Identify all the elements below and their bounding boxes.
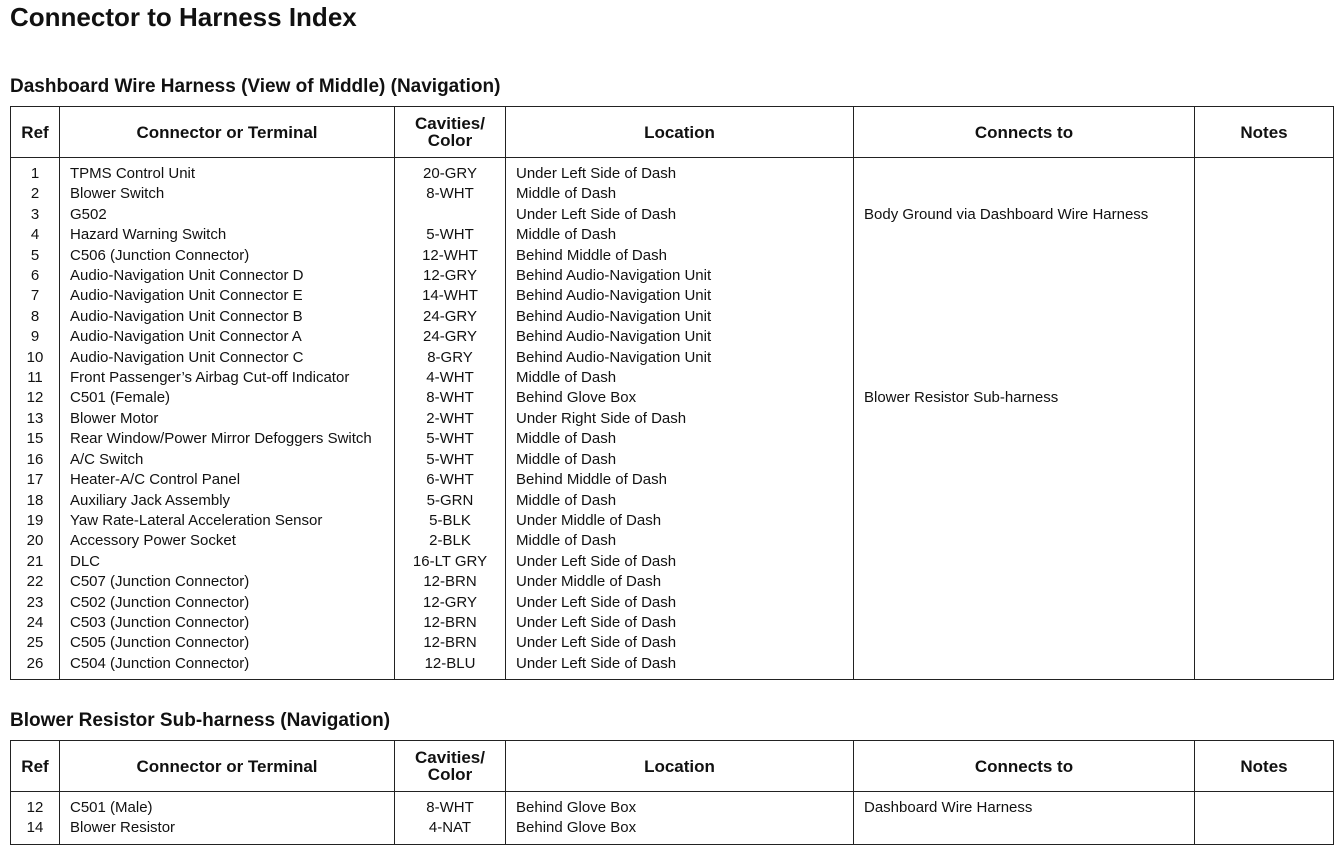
table-row bbox=[11, 388, 1334, 408]
cell-notes bbox=[1195, 593, 1334, 613]
cell-notes bbox=[1195, 511, 1334, 531]
table-header-row bbox=[11, 741, 1334, 792]
cell-location: Under Left Side of Dash bbox=[506, 205, 854, 225]
table-row bbox=[11, 470, 1334, 490]
header-cavities-line2: Color bbox=[427, 131, 473, 150]
cell-cavities: 5-WHT bbox=[395, 225, 506, 245]
cell-cavities: 14-WHT bbox=[395, 286, 506, 306]
cell-connector: Yaw Rate-Lateral Acceleration Sensor bbox=[60, 511, 395, 531]
cell-connector: DLC bbox=[60, 552, 395, 572]
cell-cavities: 6-WHT bbox=[395, 470, 506, 490]
cell-connector: Blower Resistor bbox=[60, 818, 395, 844]
cell-connects-to bbox=[854, 409, 1195, 429]
cell-location: Middle of Dash bbox=[506, 491, 854, 511]
table-row bbox=[11, 552, 1334, 572]
cell-location: Behind Middle of Dash bbox=[506, 246, 854, 266]
cell-connector: C506 (Junction Connector) bbox=[60, 246, 395, 266]
cell-connector: Rear Window/Power Mirror Defoggers Switch bbox=[60, 429, 395, 449]
table-row bbox=[11, 792, 1334, 819]
cell-ref: 12 bbox=[11, 792, 60, 819]
cell-connector: C504 (Junction Connector) bbox=[60, 654, 395, 680]
cell-connects-to bbox=[854, 368, 1195, 388]
cell-connects-to bbox=[854, 450, 1195, 470]
cell-connector: Hazard Warning Switch bbox=[60, 225, 395, 245]
cell-ref: 22 bbox=[11, 572, 60, 592]
cell-ref: 20 bbox=[11, 531, 60, 551]
cell-location: Under Left Side of Dash bbox=[506, 633, 854, 653]
cell-notes bbox=[1195, 429, 1334, 449]
cell-cavities: 12-BRN bbox=[395, 613, 506, 633]
table-row bbox=[11, 205, 1334, 225]
table-row bbox=[11, 158, 1334, 185]
header-location: Location bbox=[506, 107, 854, 158]
cell-notes bbox=[1195, 491, 1334, 511]
cell-connector: C507 (Junction Connector) bbox=[60, 572, 395, 592]
cell-connector: A/C Switch bbox=[60, 450, 395, 470]
cell-ref: 8 bbox=[11, 307, 60, 327]
cell-notes bbox=[1195, 388, 1334, 408]
cell-ref: 25 bbox=[11, 633, 60, 653]
cell-ref: 23 bbox=[11, 593, 60, 613]
cell-cavities: 12-BRN bbox=[395, 633, 506, 653]
cell-notes bbox=[1195, 348, 1334, 368]
cell-connector: C501 (Female) bbox=[60, 388, 395, 408]
cell-connects-to bbox=[854, 491, 1195, 511]
cell-connects-to bbox=[854, 654, 1195, 680]
cell-ref: 1 bbox=[11, 158, 60, 185]
header-ref: Ref bbox=[11, 107, 60, 158]
table-row bbox=[11, 429, 1334, 449]
cell-connector: Audio-Navigation Unit Connector A bbox=[60, 327, 395, 347]
table-row bbox=[11, 246, 1334, 266]
cell-notes bbox=[1195, 307, 1334, 327]
cell-location: Middle of Dash bbox=[506, 429, 854, 449]
cell-connector: Blower Switch bbox=[60, 184, 395, 204]
cell-connector: Audio-Navigation Unit Connector B bbox=[60, 307, 395, 327]
cell-ref: 24 bbox=[11, 613, 60, 633]
header-cavities-line1: Cavities/ bbox=[415, 748, 485, 767]
cell-notes bbox=[1195, 158, 1334, 185]
cell-connects-to bbox=[854, 266, 1195, 286]
table-row bbox=[11, 491, 1334, 511]
cell-connects-to bbox=[854, 158, 1195, 185]
table-header-row bbox=[11, 107, 1334, 158]
table-row bbox=[11, 307, 1334, 327]
cell-connects-to bbox=[854, 348, 1195, 368]
header-notes: Notes bbox=[1195, 741, 1334, 792]
cell-cavities: 12-BRN bbox=[395, 572, 506, 592]
cell-cavities: 24-GRY bbox=[395, 307, 506, 327]
cell-cavities: 8-GRY bbox=[395, 348, 506, 368]
page-title: Connector to Harness Index bbox=[10, 2, 357, 32]
cell-ref: 15 bbox=[11, 429, 60, 449]
cell-connects-to: Dashboard Wire Harness bbox=[854, 792, 1195, 819]
table-row bbox=[11, 266, 1334, 286]
header-cavities bbox=[395, 107, 506, 158]
table-row bbox=[11, 654, 1334, 680]
cell-notes bbox=[1195, 792, 1334, 819]
cell-ref: 13 bbox=[11, 409, 60, 429]
cell-connects-to bbox=[854, 613, 1195, 633]
section-title-blower-resistor-sub-harness: Blower Resistor Sub-harness (Navigation) bbox=[10, 710, 391, 731]
cell-cavities: 4-NAT bbox=[395, 818, 506, 844]
cell-connector: C503 (Junction Connector) bbox=[60, 613, 395, 633]
cell-cavities: 12-GRY bbox=[395, 593, 506, 613]
cell-cavities: 8-WHT bbox=[395, 792, 506, 819]
cell-connects-to bbox=[854, 184, 1195, 204]
table-row bbox=[11, 409, 1334, 429]
cell-connector: Accessory Power Socket bbox=[60, 531, 395, 551]
cell-cavities: 8-WHT bbox=[395, 184, 506, 204]
cell-cavities: 5-WHT bbox=[395, 450, 506, 470]
table-row bbox=[11, 511, 1334, 531]
table-row bbox=[11, 450, 1334, 470]
cell-location: Behind Audio-Navigation Unit bbox=[506, 327, 854, 347]
cell-location: Under Left Side of Dash bbox=[506, 552, 854, 572]
cell-ref: 9 bbox=[11, 327, 60, 347]
cell-notes bbox=[1195, 205, 1334, 225]
cell-notes bbox=[1195, 654, 1334, 680]
cell-location: Under Left Side of Dash bbox=[506, 158, 854, 185]
cell-connects-to: Body Ground via Dashboard Wire Harness bbox=[854, 205, 1195, 225]
header-cavities-line2: Color bbox=[427, 765, 473, 784]
cell-connector: TPMS Control Unit bbox=[60, 158, 395, 185]
cell-cavities: 24-GRY bbox=[395, 327, 506, 347]
cell-location: Middle of Dash bbox=[506, 368, 854, 388]
header-notes: Notes bbox=[1195, 107, 1334, 158]
cell-ref: 16 bbox=[11, 450, 60, 470]
cell-ref: 21 bbox=[11, 552, 60, 572]
cell-connects-to bbox=[854, 470, 1195, 490]
cell-cavities: 12-BLU bbox=[395, 654, 506, 680]
section-title-dashboard-wire-harness: Dashboard Wire Harness (View of Middle) (Navigation) bbox=[10, 76, 501, 97]
cell-location: Behind Glove Box bbox=[506, 818, 854, 844]
table-row bbox=[11, 572, 1334, 592]
cell-location: Middle of Dash bbox=[506, 225, 854, 245]
cell-ref: 14 bbox=[11, 818, 60, 844]
cell-connects-to bbox=[854, 225, 1195, 245]
cell-ref: 11 bbox=[11, 368, 60, 388]
cell-connector: Audio-Navigation Unit Connector D bbox=[60, 266, 395, 286]
table-row bbox=[11, 368, 1334, 388]
cell-location: Middle of Dash bbox=[506, 450, 854, 470]
cell-connector: C505 (Junction Connector) bbox=[60, 633, 395, 653]
cell-cavities: 4-WHT bbox=[395, 368, 506, 388]
cell-ref: 4 bbox=[11, 225, 60, 245]
blower-resistor-sub-harness-table bbox=[10, 740, 1334, 845]
table-row bbox=[11, 286, 1334, 306]
table-row bbox=[11, 818, 1334, 844]
cell-connector: Blower Motor bbox=[60, 409, 395, 429]
cell-notes bbox=[1195, 531, 1334, 551]
cell-location: Behind Audio-Navigation Unit bbox=[506, 348, 854, 368]
table-row bbox=[11, 348, 1334, 368]
cell-ref: 10 bbox=[11, 348, 60, 368]
cell-connects-to bbox=[854, 531, 1195, 551]
cell-location: Under Right Side of Dash bbox=[506, 409, 854, 429]
cell-cavities bbox=[395, 205, 506, 225]
cell-cavities: 16-LT GRY bbox=[395, 552, 506, 572]
cell-connects-to bbox=[854, 572, 1195, 592]
cell-connects-to bbox=[854, 307, 1195, 327]
cell-cavities: 20-GRY bbox=[395, 158, 506, 185]
cell-location: Middle of Dash bbox=[506, 184, 854, 204]
cell-cavities: 5-GRN bbox=[395, 491, 506, 511]
table-row bbox=[11, 225, 1334, 245]
cell-connects-to bbox=[854, 552, 1195, 572]
cell-connector: Audio-Navigation Unit Connector E bbox=[60, 286, 395, 306]
header-connects-to: Connects to bbox=[854, 107, 1195, 158]
cell-location: Behind Middle of Dash bbox=[506, 470, 854, 490]
cell-connects-to bbox=[854, 818, 1195, 844]
cell-location: Under Middle of Dash bbox=[506, 572, 854, 592]
cell-notes bbox=[1195, 613, 1334, 633]
cell-ref: 6 bbox=[11, 266, 60, 286]
cell-connector: Front Passenger’s Airbag Cut-off Indicator bbox=[60, 368, 395, 388]
header-cavities bbox=[395, 741, 506, 792]
table-row bbox=[11, 593, 1334, 613]
table-row bbox=[11, 633, 1334, 653]
cell-ref: 7 bbox=[11, 286, 60, 306]
cell-ref: 12 bbox=[11, 388, 60, 408]
cell-connects-to bbox=[854, 246, 1195, 266]
dashboard-wire-harness-table bbox=[10, 106, 1334, 680]
cell-location: Under Left Side of Dash bbox=[506, 593, 854, 613]
cell-connects-to bbox=[854, 429, 1195, 449]
header-connector: Connector or Terminal bbox=[60, 107, 395, 158]
cell-cavities: 5-WHT bbox=[395, 429, 506, 449]
cell-cavities: 5-BLK bbox=[395, 511, 506, 531]
table-row bbox=[11, 327, 1334, 347]
cell-notes bbox=[1195, 818, 1334, 844]
header-connector: Connector or Terminal bbox=[60, 741, 395, 792]
cell-connects-to bbox=[854, 327, 1195, 347]
table-body bbox=[11, 158, 1334, 680]
cell-connects-to bbox=[854, 633, 1195, 653]
cell-notes bbox=[1195, 286, 1334, 306]
cell-notes bbox=[1195, 572, 1334, 592]
cell-notes bbox=[1195, 470, 1334, 490]
cell-notes bbox=[1195, 327, 1334, 347]
header-location: Location bbox=[506, 741, 854, 792]
table-row bbox=[11, 613, 1334, 633]
cell-location: Behind Audio-Navigation Unit bbox=[506, 266, 854, 286]
cell-connects-to bbox=[854, 511, 1195, 531]
cell-notes bbox=[1195, 225, 1334, 245]
cell-notes bbox=[1195, 184, 1334, 204]
cell-location: Behind Audio-Navigation Unit bbox=[506, 307, 854, 327]
cell-connector: Heater-A/C Control Panel bbox=[60, 470, 395, 490]
cell-connects-to bbox=[854, 286, 1195, 306]
cell-notes bbox=[1195, 633, 1334, 653]
cell-location: Under Left Side of Dash bbox=[506, 654, 854, 680]
cell-connects-to bbox=[854, 593, 1195, 613]
cell-location: Middle of Dash bbox=[506, 531, 854, 551]
cell-cavities: 2-WHT bbox=[395, 409, 506, 429]
cell-ref: 26 bbox=[11, 654, 60, 680]
cell-connector: Auxiliary Jack Assembly bbox=[60, 491, 395, 511]
table-row bbox=[11, 531, 1334, 551]
cell-notes bbox=[1195, 450, 1334, 470]
cell-ref: 5 bbox=[11, 246, 60, 266]
cell-location: Behind Glove Box bbox=[506, 388, 854, 408]
cell-cavities: 2-BLK bbox=[395, 531, 506, 551]
cell-connects-to: Blower Resistor Sub-harness bbox=[854, 388, 1195, 408]
cell-location: Behind Glove Box bbox=[506, 792, 854, 819]
table-row bbox=[11, 184, 1334, 204]
cell-cavities: 12-GRY bbox=[395, 266, 506, 286]
cell-notes bbox=[1195, 246, 1334, 266]
cell-notes bbox=[1195, 552, 1334, 572]
cell-connector: C501 (Male) bbox=[60, 792, 395, 819]
header-ref: Ref bbox=[11, 741, 60, 792]
cell-connector: Audio-Navigation Unit Connector C bbox=[60, 348, 395, 368]
cell-ref: 3 bbox=[11, 205, 60, 225]
cell-notes bbox=[1195, 409, 1334, 429]
cell-location: Under Left Side of Dash bbox=[506, 613, 854, 633]
cell-notes bbox=[1195, 266, 1334, 286]
table-body bbox=[11, 792, 1334, 845]
header-cavities-line1: Cavities/ bbox=[415, 114, 485, 133]
header-connects-to: Connects to bbox=[854, 741, 1195, 792]
cell-ref: 18 bbox=[11, 491, 60, 511]
cell-location: Under Middle of Dash bbox=[506, 511, 854, 531]
cell-ref: 2 bbox=[11, 184, 60, 204]
cell-connector: G502 bbox=[60, 205, 395, 225]
cell-notes bbox=[1195, 368, 1334, 388]
cell-ref: 19 bbox=[11, 511, 60, 531]
cell-cavities: 8-WHT bbox=[395, 388, 506, 408]
cell-ref: 17 bbox=[11, 470, 60, 490]
cell-connector: C502 (Junction Connector) bbox=[60, 593, 395, 613]
cell-cavities: 12-WHT bbox=[395, 246, 506, 266]
cell-location: Behind Audio-Navigation Unit bbox=[506, 286, 854, 306]
